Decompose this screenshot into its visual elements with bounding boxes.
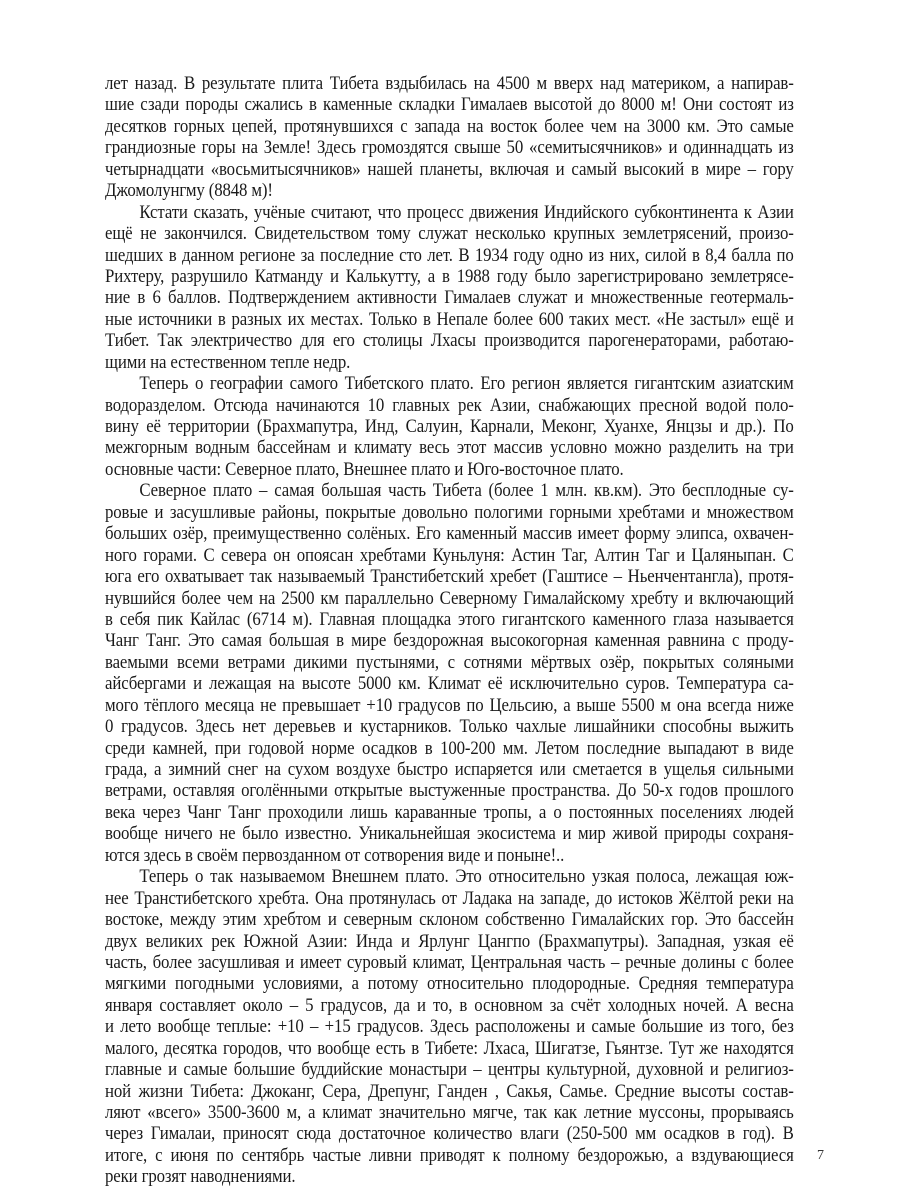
text-line: ного горами. С севера он опоясан хребтами Куньлуня: Астин Таг, Алтин Таг и Цаляныпан. С <box>105 544 794 566</box>
text-line: востоке, между этим хребтом и северным склоном собственно Гималайских гор. Это бассейн <box>105 909 794 931</box>
text-line: Северное плато – самая большая часть Тибета (более 1 млн. кв.км). Это бесплодные су- <box>139 480 794 502</box>
text-line: среди камней, при годовой норме осадков в 100-200 мм. Летом последние выпадают в виде <box>105 737 794 759</box>
text-line: водоразделом. Отсюда начинаются 10 главных рек Азии, снабжающих пресной водой поло- <box>105 394 794 416</box>
text-line: десятков горных цепей, протянувшихся с запада на восток более чем на 3000 км. Это самые <box>105 115 794 137</box>
text-line: января составляет около – 5 градусов, да и то, в основном за счёт холодных ночей. А весна <box>105 994 794 1016</box>
text-line: и лето вообще теплые: +10 – +15 градусов. Здесь расположены и самые большие из того, без <box>105 1016 794 1038</box>
text-line: века через Чанг Танг проходили лишь караванные тропы, а о постоянных поселениях людей <box>105 801 794 823</box>
text-line: ные источники в разных их местах. Только в Непале более 600 таких мест. «Не застыл» ещё и <box>105 308 794 330</box>
text-line: грандиозные горы на Земле! Здесь громоздятся свыше 50 «семитысячников» и одиннадцать из <box>105 137 794 159</box>
text-line: двух великих рек Южной Азии: Инда и Ярлунг Цангпо (Брахмапутры). Западная, узкая её <box>105 930 794 952</box>
text-line: шедших в данном регионе за последние сто лет. В 1934 году одно из них, силой в 8,4 балла по <box>105 244 794 266</box>
text-line: юга его охватывает так называемый Транстибетский хребет (Гаштисе – Ньенчентангла), протя- <box>105 566 794 588</box>
text-line: ровые и засушливые районы, покрытые довольно пологими горными хребтами и множеством <box>105 501 794 523</box>
text-line: Теперь о географии самого Тибетского плато. Его регион является гигантским азиатским <box>139 373 794 395</box>
text-line: ются здесь в своём первозданном от сотворения виде и поныне!.. <box>105 844 565 866</box>
text-line: Джомолунгму (8848 м)! <box>105 180 273 202</box>
text-line: 0 градусов. Здесь нет деревьев и кустарников. Только чахлые лишайники способны выжить <box>105 716 794 738</box>
text-line: межгорным водным бассейнам и климату весь этот массив условно можно разделить на три <box>105 437 794 459</box>
text-line: больших озёр, преимущественно солёных. Его каменный массив имеет форму элипса, охвачен- <box>105 523 794 545</box>
text-line: Тибет. Так электричество для его столицы Лхасы производится парогенераторами, работаю- <box>105 330 794 352</box>
text-line: ние в 6 баллов. Подтверждением активности Гималаев служат и множественные геотермаль- <box>105 287 794 309</box>
text-line: Кстати сказать, учёные считают, что процесс движения Индийского субконтинента к Азии <box>139 201 794 223</box>
paragraph <box>105 866 794 1188</box>
page-number: 7 <box>817 1148 824 1163</box>
text-line: лет назад. В результате плита Тибета вздыбилась на 4500 м вверх над материком, а напирав- <box>105 73 794 94</box>
text-line: четырнадцати «восьмитысячников» нашей планеты, включая и самый высокий в мире – гору <box>105 158 794 180</box>
paragraph <box>105 202 794 374</box>
text-line: ной жизни Тибета: Джоканг, Сера, Дрепунг, Ганден , Сакья, Самье. Средние высоты состав- <box>105 1080 794 1102</box>
text-line: ляют «всего» 3500-3600 м, а климат значительно мягче, так как летние муссоны, прорываясь <box>105 1102 794 1123</box>
paragraph <box>105 373 794 480</box>
text-line: нее Транстибетского хребта. Она протянулась от Ладака на западе, до истоков Жёлтой реки на <box>105 887 794 909</box>
text-line: вообще ничего не было известно. Уникальнейшая экосистема и мир живой природы сохраня- <box>105 823 794 845</box>
text-line: малого, десятка городов, что вообще есть в Тибете: Лхаса, Шигатзе, Гьянтзе. Тут же находятся <box>105 1037 794 1059</box>
text-line: вину её территории (Брахмапутра, Инд, Салуин, Карнали, Меконг, Хуанхе, Янцзы и др.). По <box>105 416 794 437</box>
text-line: щими на естественном тепле недр. <box>105 351 351 373</box>
text-line: часть, более засушливая и имеет суровый климат, Центральная часть – речные долины с более <box>105 951 794 973</box>
text-line: реки грозят наводнениями. <box>105 1166 296 1188</box>
text-line: ваемыми всеми ветрами дикими пустынями, с сотнями мёртвых озёр, покрытых соляными <box>105 651 794 673</box>
text-line: ветрами, оставляя оголёнными открытые выстуженные пространства. До 50-х годов прошлого <box>105 780 794 802</box>
document-page <box>105 73 794 1188</box>
text-line: мого тёплого месяца не превышает +10 градусов по Цельсию, а выше 5500 м она всегда ниже <box>105 694 794 716</box>
text-line: основные части: Северное плато, Внешнее плато и Юго-восточное плато. <box>105 458 624 480</box>
text-line: ещё не закончился. Свидетельством тому служат несколько крупных землетрясений, произо- <box>105 223 794 245</box>
paragraph <box>105 480 794 866</box>
paragraph <box>105 73 794 202</box>
text-line: Чанг Танг. Это самая большая в мире бездорожная высокогорная каменная равнина с проду- <box>105 630 794 652</box>
text-line: через Гималаи, приносят сюда достаточное количество влаги (250-500 мм осадков в год). В <box>105 1123 794 1145</box>
text-line: мягкими погодными условиями, а потому относительно плодородные. Средняя температура <box>105 973 794 995</box>
text-line: Рихтеру, разрушило Катманду и Калькутту, а в 1988 году было зарегистрировано землетрясе- <box>105 265 794 287</box>
text-line: шие сзади породы сжались в каменные складки Гималаев высотой до 8000 м! Они состоят из <box>105 94 794 116</box>
text-line: итоге, с июня по сентябрь частые ливни приводят к полному бездорожью, а вздувающиеся <box>105 1144 794 1166</box>
text-line: града, а зимний снег на сухом воздухе быстро испаряется или сметается в ущелья сильными <box>105 759 794 780</box>
text-line: Теперь о так называемом Внешнем плато. Это относительно узкая полоса, лежащая юж- <box>139 866 794 888</box>
text-line: нувшийся более чем на 2500 км параллельно Северному Гималайскому хребту и включающий <box>105 587 794 609</box>
text-line: в себя пик Кайлас (6714 м). Главная площадка этого гигантского каменного глаза называется <box>105 608 794 630</box>
text-line: главные и самые большие буддийские монастыри – центры культурной, духовной и религиоз- <box>105 1059 794 1081</box>
text-line: айсбергами и лежащая на высоте 5000 км. Климат её исключительно суров. Температура са- <box>105 673 794 695</box>
